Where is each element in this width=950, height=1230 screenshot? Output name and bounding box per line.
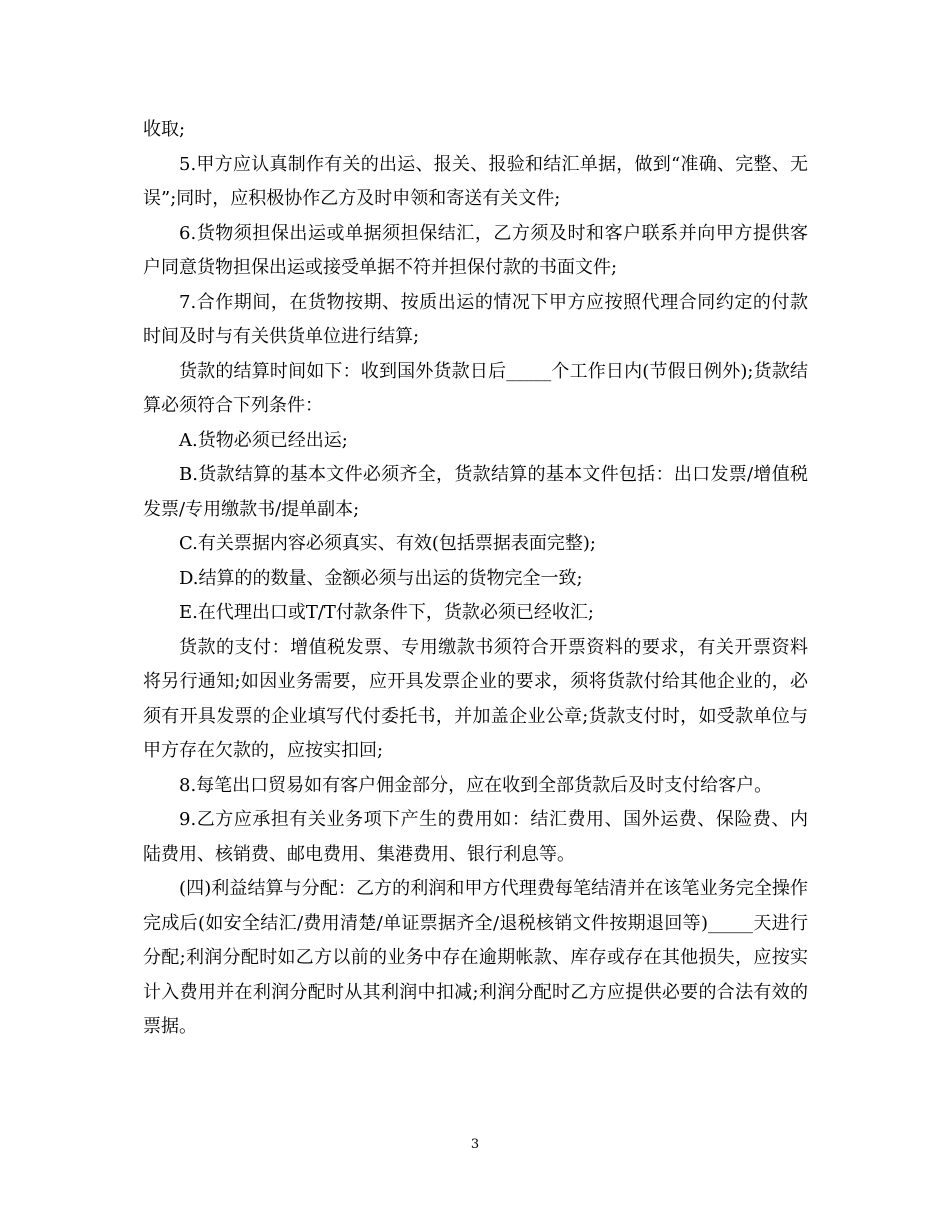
paragraph-item-7: 7.合作期间，在货物按期、按质出运的情况下甲方应按照代理合同约定的付款时间及时与有关供货单位进行结算; (143, 291, 808, 347)
document-body (143, 113, 808, 1045)
paragraph-payment: 货款的支付：增值税发票、专用缴款书须符合开票资料的要求，有关开票资料将另行通知;如因业务需要，应开具发票企业的要求，须将货款付给其他企业的，必须有开具发票的企业填写代付委托书，并加盖企业公章;货款支付时，如受款单位与甲方存在欠款的，应按实扣回; (143, 636, 808, 761)
paragraph-settlement-time: 货款的结算时间如下：收到国外货款日后_____个工作日内(节假日例外);货款结算必须符合下列条件： (143, 360, 808, 416)
paragraph-item-6: 6.货物须担保出运或单据须担保结汇，乙方须及时和客户联系并向甲方提供客户同意货物担保出运或接受单据不符并担保付款的书面文件; (143, 222, 808, 278)
paragraph-profit-settlement: (四)利益结算与分配：乙方的利润和甲方代理费每笔结清并在该笔业务完全操作完成后(如安全结汇/费用清楚/单证票据齐全/退税核销文件按期退回等)_____天进行分配;利润分配时如乙方以前的业务中存在逾期帐款、库存或存在其他损失，应按实计入费用并在利润分配时从其利润中扣减;利润分配时乙方应提供必要的合法有效的票据。 (143, 878, 808, 1037)
paragraph-condition-a: A.货物必须已经出运; (179, 429, 348, 451)
paragraph-condition-c: C.有关票据内容必须真实、有效(包括票据表面完整); (179, 533, 596, 554)
paragraph-item-9: 9.乙方应承担有关业务项下产生的费用如：结汇费用、国外运费、保险费、内陆费用、核销费、邮电费用、集港费用、银行利息等。 (143, 809, 808, 865)
paragraph-condition-e: E.在代理出口或T/T付款条件下，货款必须已经收汇; (179, 602, 594, 623)
paragraph-condition-b: B.货款结算的基本文件必须齐全，货款结算的基本文件包括：出口发票/增值税发票/专用缴款书/提单副本; (143, 464, 808, 520)
paragraph-condition-d: D.结算的的数量、金额必须与出运的货物完全一致; (179, 567, 583, 589)
page-number: 3 (470, 1137, 480, 1152)
paragraph-item-8: 8.每笔出口贸易如有客户佣金部分，应在收到全部货款后及时支付给客户。 (179, 774, 773, 796)
paragraph-continuation: 收取; (143, 119, 186, 140)
paragraph-item-5: 5.甲方应认真制作有关的出运、报关、报验和结汇单据，做到“准确、完整、无误”;同时，应积极协作乙方及时申领和寄送有关文件; (143, 153, 808, 209)
